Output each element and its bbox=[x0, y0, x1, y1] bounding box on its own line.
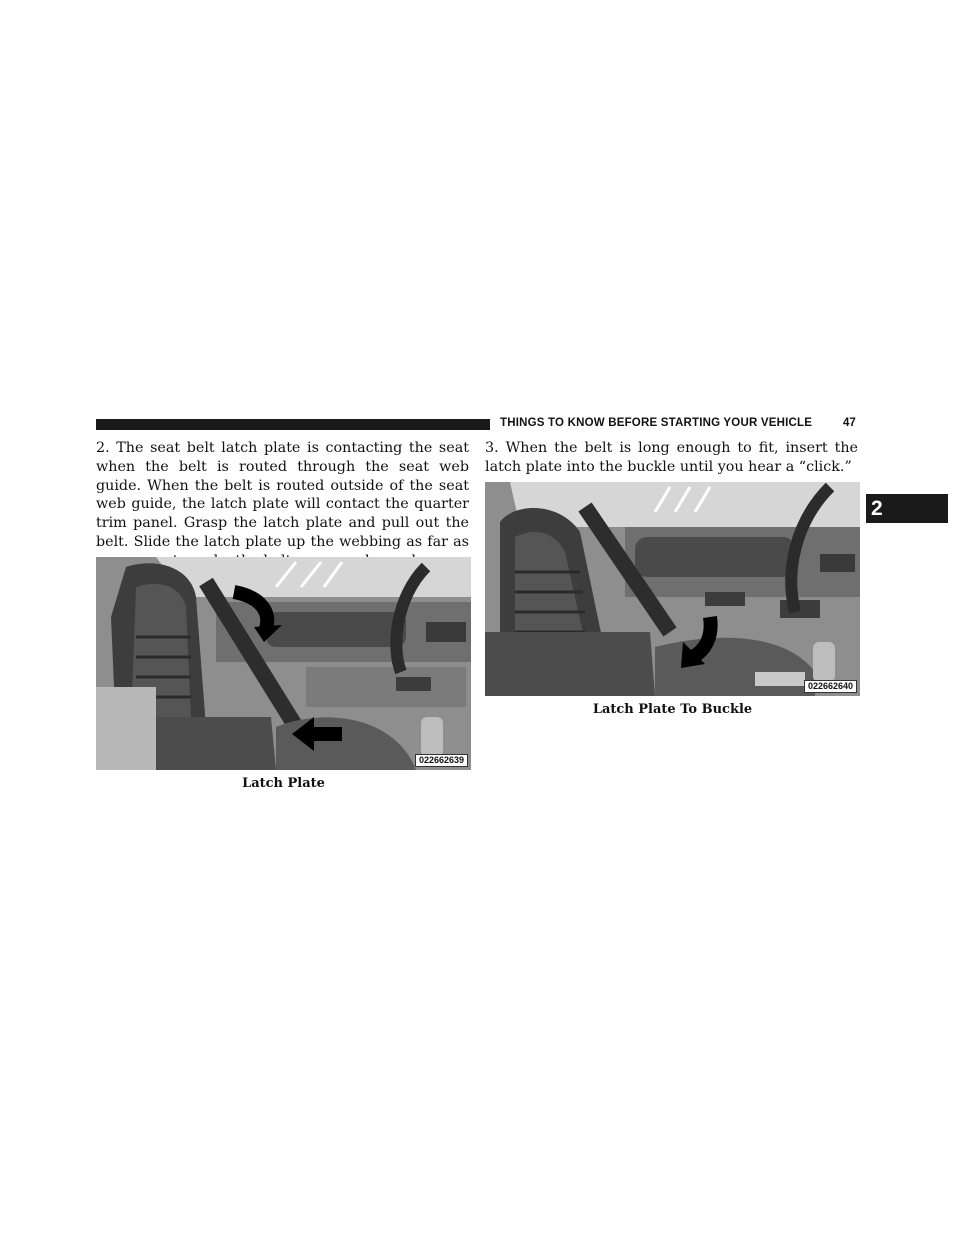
latch-plate-illustration bbox=[96, 557, 471, 770]
figure-caption-latch-plate: Latch Plate bbox=[242, 776, 325, 791]
running-header-title: THINGS TO KNOW BEFORE STARTING YOUR VEHICLE bbox=[500, 417, 813, 429]
header-bar bbox=[96, 419, 490, 430]
latch-plate-drawing bbox=[96, 557, 471, 770]
figure-caption-latch-plate-to-buckle: Latch Plate To Buckle bbox=[592, 702, 753, 717]
chapter-tab[interactable]: 2 bbox=[866, 494, 948, 523]
figure-code: 022662640 bbox=[804, 680, 857, 693]
latch-plate-to-buckle-illustration bbox=[485, 482, 860, 696]
step-3-paragraph: 3. When the belt is long enough to fit, insert the latch plate into the buckle until you hear a “click.” bbox=[485, 440, 858, 475]
page-number: 47 bbox=[843, 417, 856, 429]
latch-plate-to-buckle-drawing bbox=[485, 482, 860, 696]
figure-code: 022662639 bbox=[415, 754, 468, 767]
step-2-paragraph: 2. The seat belt latch plate is contacting the seat when the belt is routed through the seat web guide. When the belt is routed outside of the seat web guide, the latch plate will contact the quarter trim panel. Grasp the latch plate and pull out the belt. Slide the latch plate up the webbing as far as bbox=[96, 440, 469, 550]
